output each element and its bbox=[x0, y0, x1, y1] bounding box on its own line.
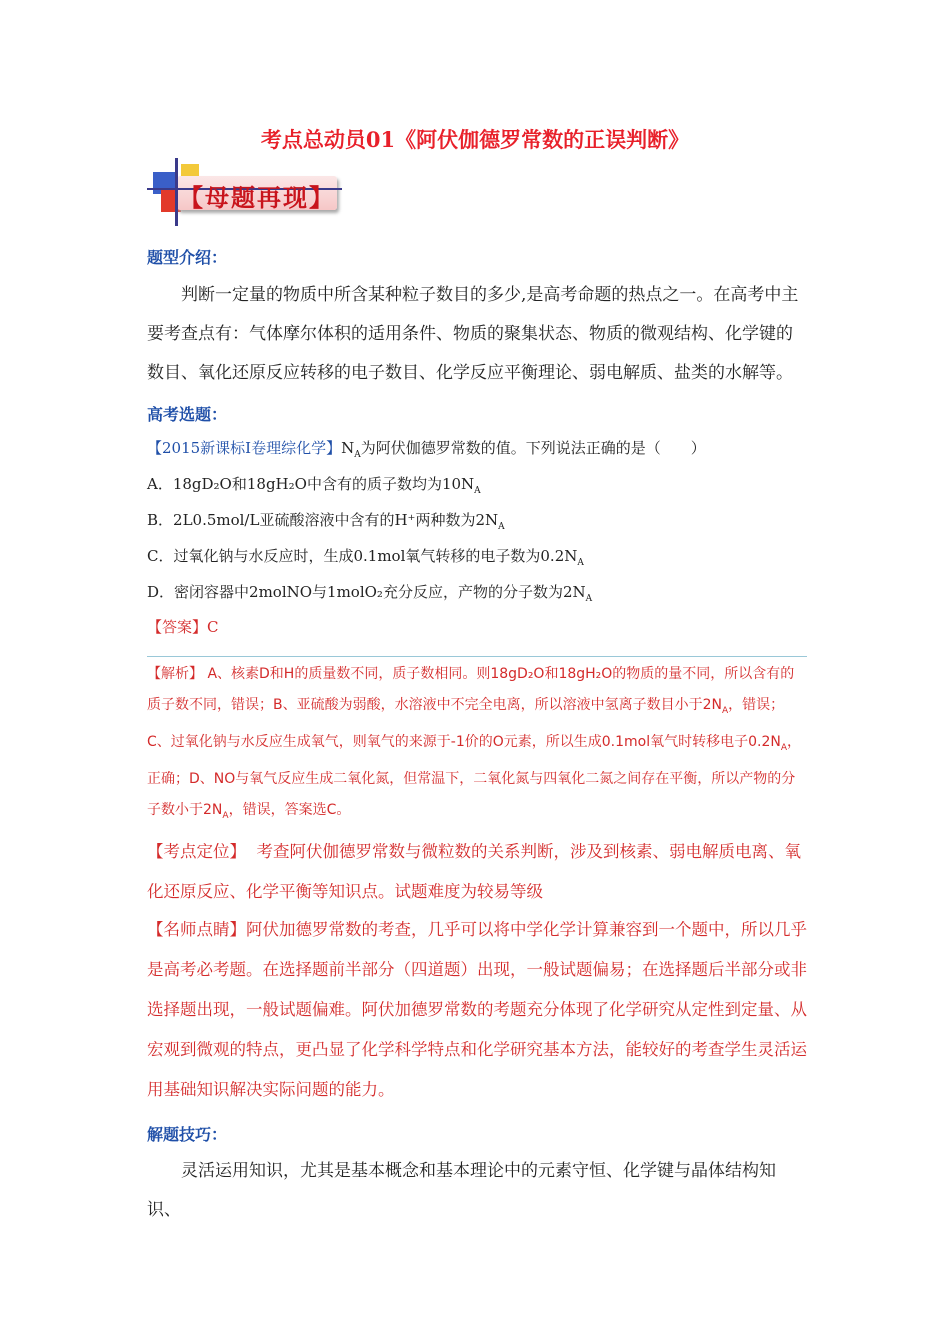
intro-heading: 题型介绍： bbox=[147, 248, 228, 267]
section-banner bbox=[147, 158, 347, 230]
page-title: 考点总动员01《阿伏伽德罗常数的正误判断》 bbox=[260, 127, 690, 152]
tips-heading: 解题技巧： bbox=[147, 1125, 228, 1144]
question-source: 【2015新课标Ⅰ卷理综化学】 bbox=[147, 439, 342, 457]
teacher-label: 【名师点睛】 bbox=[147, 920, 246, 939]
answer-value: C bbox=[207, 618, 219, 636]
teacher-text: 阿伏加德罗常数的考查，几乎可以将中学化学计算兼容到一个题中，所以几乎是高考必考题。在选择题前半部分（四道题）出现，一般试题偏易；在选择题后半部分或非选择题出现，一般试题偏难。阿伏加德罗常数的考题充分体现了化学研究从定性到定量、从宏观到微观的特点，更凸显了化学科学特点和化学研究基本方法，能较好的考查学生灵活运用基础知识解决实际问题的能力。 bbox=[147, 920, 807, 1099]
option-d: D．密闭容器中2molNO与1molO₂充分反应，产物的分子数为$2N_A$ bbox=[147, 583, 593, 604]
question-line bbox=[147, 437, 706, 460]
banner-text: 【母题再现】 bbox=[179, 183, 335, 212]
location-text: 考查阿伏伽德罗常数与微粒数的关系判断，涉及到核素、弱电解质电离、氧化还原反应、化学平衡等知识点。试题难度为较易等级 bbox=[147, 842, 801, 901]
na-symbol: $N_A$ bbox=[341, 439, 361, 460]
question-text: 为阿伏伽德罗常数的值。下列说法正确的是（ ） bbox=[360, 439, 706, 457]
analysis-block: 【解析】 A、核素D和H的质量数不同，质子数相同。则18gD₂O和18gH₂O的物质的量不同，所以含有的质子数不同，错误；B、亚硫酸为弱酸，水溶液中不完全电离，所以溶液中氢离子数目小于$2N_A$，错误；C、过氧化钠与水反应生成氧气，则氧气的来源于-1价的O元素，所以生成0.1mol氧气时转移电子$0.2N_A$，正确；D、NO与氧气反应生成二氧化氮，但常温下，二氧化氮与四氧化二氮之间存在平衡，所以产物的分子数小于$2N_A$，错误，答案选C。 bbox=[147, 656, 807, 831]
location-paragraph bbox=[147, 832, 807, 912]
option-c: C．过氧化钠与水反应时，生成0.1mol氧气转移的电子数为$0.2N_A$ bbox=[147, 547, 584, 568]
answer-label: 【答案】 bbox=[147, 618, 208, 636]
teacher-paragraph bbox=[147, 910, 807, 1110]
exam-heading: 高考选题： bbox=[147, 405, 228, 424]
option-b: B．2L0.5mol/L亚硫酸溶液中含有的H⁺两种数为$2N_A$ bbox=[147, 511, 505, 532]
answer-line bbox=[147, 616, 219, 637]
location-label: 【考点定位】 bbox=[147, 842, 246, 861]
option-a: A．18gD₂O和18gH₂O中含有的质子数均为$10N_A$ bbox=[147, 475, 481, 496]
tips-paragraph: 灵活运用知识，尤其是基本概念和基本理论中的元素守恒、化学键与晶体结构知识、 bbox=[147, 1161, 776, 1220]
intro-paragraph: 判断一定量的物质中所含某种粒子数目的多少,是高考命题的热点之一。在高考中主要考查点有：气体摩尔体积的适用条件、物质的聚集状态、物质的微观结构、化学键的数目、氧化还原反应转移的电子数目、化学反应平衡理论、弱电解质、盐类的水解等。 bbox=[147, 285, 799, 383]
